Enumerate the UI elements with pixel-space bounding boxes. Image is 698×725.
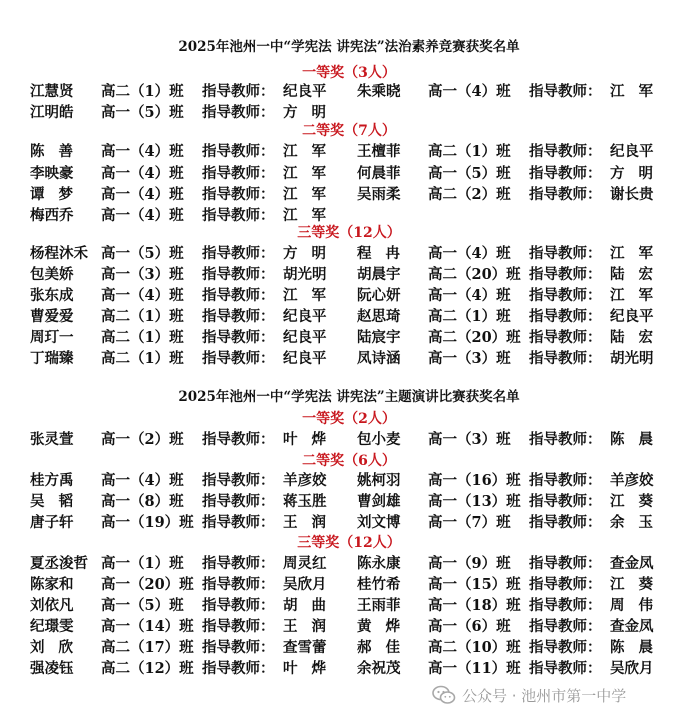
prize-heading: 二等奖（6人） xyxy=(302,453,396,469)
teacher-label: 指导教师： xyxy=(202,660,275,677)
teacher-label: 指导教师： xyxy=(202,287,275,304)
class-name: 高二（1）班 xyxy=(101,329,184,346)
student-name: 张东成 xyxy=(30,287,74,304)
class-name: 高二（20）班 xyxy=(428,329,521,346)
teacher-name: 吴欣月 xyxy=(610,660,654,677)
student-name: 张灵萱 xyxy=(30,431,74,448)
teacher-name: 蒋玉胜 xyxy=(283,493,327,510)
class-name: 高二（2）班 xyxy=(428,186,511,203)
class-name: 高二（1）班 xyxy=(428,143,511,160)
award-entry xyxy=(0,81,698,102)
student-name: 程冉 xyxy=(357,245,414,262)
award-entry xyxy=(0,553,698,574)
teacher-label: 指导教师： xyxy=(202,165,275,182)
teacher-label: 指导教师： xyxy=(529,266,602,283)
student-name: 曹剑雄 xyxy=(357,493,401,510)
wechat-official-account-icon xyxy=(432,684,456,706)
student-name: 吴雨柔 xyxy=(357,186,401,203)
prize-heading: 三等奖（12人） xyxy=(297,225,401,241)
class-name: 高一（4）班 xyxy=(101,165,184,182)
teacher-label: 指导教师： xyxy=(529,287,602,304)
teacher-label: 指导教师： xyxy=(529,660,602,677)
teacher-label: 指导教师： xyxy=(202,555,275,572)
teacher-label: 指导教师： xyxy=(529,555,602,572)
teacher-label: 指导教师： xyxy=(529,186,602,203)
teacher-label: 指导教师： xyxy=(202,639,275,656)
teacher-label: 指导教师： xyxy=(529,493,602,510)
prize-heading: 二等奖（7人） xyxy=(302,123,396,139)
class-name: 高一（5）班 xyxy=(428,165,511,182)
watermark-text: 公众号 · 池州市第一中学 xyxy=(462,686,627,705)
award-entry xyxy=(0,616,698,637)
teacher-label: 指导教师： xyxy=(202,104,275,121)
class-name: 高一（18）班 xyxy=(428,597,521,614)
teacher-name: 查金凤 xyxy=(610,618,654,635)
student-name: 陆宸宇 xyxy=(357,329,401,346)
prize-heading: 三等奖（12人） xyxy=(297,535,401,551)
student-name: 李映豪 xyxy=(30,165,74,182)
award-entry xyxy=(0,348,698,369)
award-entry xyxy=(0,637,698,658)
class-name: 高二（1）班 xyxy=(428,308,511,325)
teacher-label: 指导教师： xyxy=(202,493,275,510)
class-name: 高一（4）班 xyxy=(101,207,184,224)
student-name: 刘文博 xyxy=(357,514,401,531)
student-name: 周玎一 xyxy=(30,329,74,346)
class-name: 高一（7）班 xyxy=(428,514,511,531)
teacher-label: 指导教师： xyxy=(202,207,275,224)
teacher-name: 纪良平 xyxy=(283,83,327,100)
teacher-name: 查金凤 xyxy=(610,555,654,572)
class-name: 高一（20）班 xyxy=(101,576,194,593)
teacher-name: 陆宏 xyxy=(610,329,667,346)
teacher-label: 指导教师： xyxy=(202,308,275,325)
student-name: 丁瑞臻 xyxy=(30,350,74,367)
class-name: 高一（1）班 xyxy=(101,555,184,572)
class-name: 高一（4）班 xyxy=(428,245,511,262)
class-name: 高一（5）班 xyxy=(101,104,184,121)
teacher-name: 胡曲 xyxy=(283,597,340,614)
award-entry xyxy=(0,658,698,679)
student-name: 姚柯羽 xyxy=(357,472,401,489)
teacher-label: 指导教师： xyxy=(529,514,602,531)
student-name: 纪璟雯 xyxy=(30,618,74,635)
teacher-name: 叶烨 xyxy=(283,431,340,448)
teacher-name: 纪良平 xyxy=(283,308,327,325)
student-name: 阮心妍 xyxy=(357,287,401,304)
award-entry xyxy=(0,243,698,264)
teacher-label: 指导教师： xyxy=(202,186,275,203)
student-name: 陈善 xyxy=(30,143,87,160)
student-name: 胡晨宇 xyxy=(357,266,401,283)
class-name: 高一（14）班 xyxy=(101,618,194,635)
class-name: 高一（16）班 xyxy=(428,472,521,489)
student-name: 王雨菲 xyxy=(357,597,401,614)
teacher-label: 指导教师： xyxy=(202,472,275,489)
student-name: 刘欣 xyxy=(30,639,87,656)
teacher-name: 江军 xyxy=(283,143,340,160)
award-entry xyxy=(0,184,698,205)
teacher-name: 周伟 xyxy=(610,597,667,614)
teacher-name: 江葵 xyxy=(610,576,667,593)
teacher-name: 王润 xyxy=(283,514,340,531)
teacher-name: 胡光明 xyxy=(610,350,654,367)
teacher-label: 指导教师： xyxy=(529,329,602,346)
teacher-name: 纪良平 xyxy=(283,350,327,367)
student-name: 杨程沐禾 xyxy=(30,245,88,262)
student-name: 曹爱爱 xyxy=(30,308,74,325)
prize-heading: 一等奖（3人） xyxy=(302,65,396,81)
section-title: 2025年池州一中“学宪法 讲宪法”主题演讲比赛获奖名单 xyxy=(178,389,520,405)
teacher-label: 指导教师： xyxy=(202,597,275,614)
student-name: 朱乘晓 xyxy=(357,83,401,100)
teacher-label: 指导教师： xyxy=(529,431,602,448)
teacher-name: 方明 xyxy=(610,165,667,182)
student-name: 夏丞浚哲 xyxy=(30,555,88,572)
award-entry xyxy=(0,141,698,162)
class-name: 高一（3）班 xyxy=(428,431,511,448)
student-name: 梅西乔 xyxy=(30,207,74,224)
student-name: 陈家和 xyxy=(30,576,74,593)
teacher-label: 指导教师： xyxy=(202,576,275,593)
student-name: 江慧贤 xyxy=(30,83,74,100)
class-name: 高一（3）班 xyxy=(101,266,184,283)
class-name: 高一（4）班 xyxy=(428,287,511,304)
class-name: 高一（13）班 xyxy=(428,493,521,510)
student-name: 江明皓 xyxy=(30,104,74,121)
teacher-name: 胡光明 xyxy=(283,266,327,283)
teacher-label: 指导教师： xyxy=(202,266,275,283)
teacher-label: 指导教师： xyxy=(529,143,602,160)
teacher-label: 指导教师： xyxy=(529,165,602,182)
class-name: 高一（5）班 xyxy=(101,597,184,614)
class-name: 高一（4）班 xyxy=(101,287,184,304)
class-name: 高二（10）班 xyxy=(428,639,521,656)
teacher-label: 指导教师： xyxy=(529,597,602,614)
teacher-label: 指导教师： xyxy=(202,329,275,346)
student-name: 郝佳 xyxy=(357,639,414,656)
teacher-name: 江葵 xyxy=(610,493,667,510)
teacher-label: 指导教师： xyxy=(529,83,602,100)
teacher-label: 指导教师： xyxy=(202,618,275,635)
teacher-name: 纪良平 xyxy=(283,329,327,346)
student-name: 凤诗涵 xyxy=(357,350,401,367)
award-entry xyxy=(0,163,698,184)
teacher-name: 纪良平 xyxy=(610,308,654,325)
award-entry xyxy=(0,205,698,226)
teacher-name: 方明 xyxy=(283,245,340,262)
award-entry xyxy=(0,306,698,327)
class-name: 高二（1）班 xyxy=(101,83,184,100)
student-name: 黄烨 xyxy=(357,618,414,635)
section-title: 2025年池州一中“学宪法 讲宪法”法治素养竞赛获奖名单 xyxy=(178,39,520,55)
teacher-name: 纪良平 xyxy=(610,143,654,160)
teacher-label: 指导教师： xyxy=(202,83,275,100)
teacher-name: 陆宏 xyxy=(610,266,667,283)
class-name: 高一（11）班 xyxy=(428,660,521,677)
teacher-label: 指导教师： xyxy=(202,245,275,262)
class-name: 高二（20）班 xyxy=(428,266,521,283)
class-name: 高二（17）班 xyxy=(101,639,194,656)
teacher-name: 叶烨 xyxy=(283,660,340,677)
award-entry xyxy=(0,491,698,512)
award-entry xyxy=(0,429,698,450)
teacher-name: 江军 xyxy=(610,245,667,262)
teacher-name: 羊彦姣 xyxy=(610,472,654,489)
award-entry xyxy=(0,264,698,285)
class-name: 高一（8）班 xyxy=(101,493,184,510)
teacher-name: 余玉 xyxy=(610,514,667,531)
teacher-label: 指导教师： xyxy=(529,472,602,489)
student-name: 包小麦 xyxy=(357,431,401,448)
teacher-name: 方明 xyxy=(283,104,340,121)
student-name: 吴韬 xyxy=(30,493,87,510)
teacher-name: 周灵红 xyxy=(283,555,327,572)
class-name: 高一（3）班 xyxy=(428,350,511,367)
student-name: 王檀菲 xyxy=(357,143,401,160)
student-name: 陈永康 xyxy=(357,555,401,572)
teacher-label: 指导教师： xyxy=(529,576,602,593)
student-name: 桂方禹 xyxy=(30,472,74,489)
teacher-name: 羊彦姣 xyxy=(283,472,327,489)
class-name: 高一（9）班 xyxy=(428,555,511,572)
award-entry xyxy=(0,512,698,533)
teacher-name: 陈晨 xyxy=(610,431,667,448)
class-name: 高一（2）班 xyxy=(101,431,184,448)
student-name: 桂竹希 xyxy=(357,576,401,593)
prize-heading: 一等奖（2人） xyxy=(302,411,396,427)
student-name: 余祝茂 xyxy=(357,660,401,677)
award-entry xyxy=(0,102,698,123)
teacher-name: 江军 xyxy=(283,165,340,182)
award-entry xyxy=(0,327,698,348)
student-name: 唐子轩 xyxy=(30,514,74,531)
teacher-name: 吴欣月 xyxy=(283,576,327,593)
teacher-label: 指导教师： xyxy=(202,514,275,531)
student-name: 谭梦 xyxy=(30,186,87,203)
teacher-name: 江军 xyxy=(283,207,340,224)
class-name: 高一（4）班 xyxy=(101,186,184,203)
class-name: 高一（6）班 xyxy=(428,618,511,635)
student-name: 赵思琦 xyxy=(357,308,401,325)
teacher-name: 查雪蕾 xyxy=(283,639,327,656)
class-name: 高二（1）班 xyxy=(101,308,184,325)
teacher-name: 江军 xyxy=(610,83,667,100)
teacher-label: 指导教师： xyxy=(529,618,602,635)
class-name: 高一（4）班 xyxy=(101,143,184,160)
class-name: 高一（4）班 xyxy=(428,83,511,100)
watermark xyxy=(432,682,626,708)
class-name: 高二（12）班 xyxy=(101,660,194,677)
teacher-label: 指导教师： xyxy=(202,350,275,367)
teacher-label: 指导教师： xyxy=(529,350,602,367)
teacher-label: 指导教师： xyxy=(529,245,602,262)
teacher-name: 陈晨 xyxy=(610,639,667,656)
teacher-label: 指导教师： xyxy=(202,143,275,160)
teacher-name: 王润 xyxy=(283,618,340,635)
student-name: 强凌钰 xyxy=(30,660,74,677)
class-name: 高一（5）班 xyxy=(101,245,184,262)
teacher-label: 指导教师： xyxy=(202,431,275,448)
award-entry xyxy=(0,285,698,306)
student-name: 包美娇 xyxy=(30,266,74,283)
teacher-name: 江军 xyxy=(283,287,340,304)
teacher-name: 江军 xyxy=(610,287,667,304)
teacher-label: 指导教师： xyxy=(529,639,602,656)
student-name: 刘依凡 xyxy=(30,597,74,614)
award-entry xyxy=(0,574,698,595)
teacher-name: 谢长贵 xyxy=(610,186,654,203)
class-name: 高一（15）班 xyxy=(428,576,521,593)
class-name: 高一（4）班 xyxy=(101,472,184,489)
class-name: 高一（19）班 xyxy=(101,514,194,531)
student-name: 何晨菲 xyxy=(357,165,401,182)
award-entry xyxy=(0,470,698,491)
award-entry xyxy=(0,595,698,616)
class-name: 高二（1）班 xyxy=(101,350,184,367)
teacher-name: 江军 xyxy=(283,186,340,203)
teacher-label: 指导教师： xyxy=(529,308,602,325)
